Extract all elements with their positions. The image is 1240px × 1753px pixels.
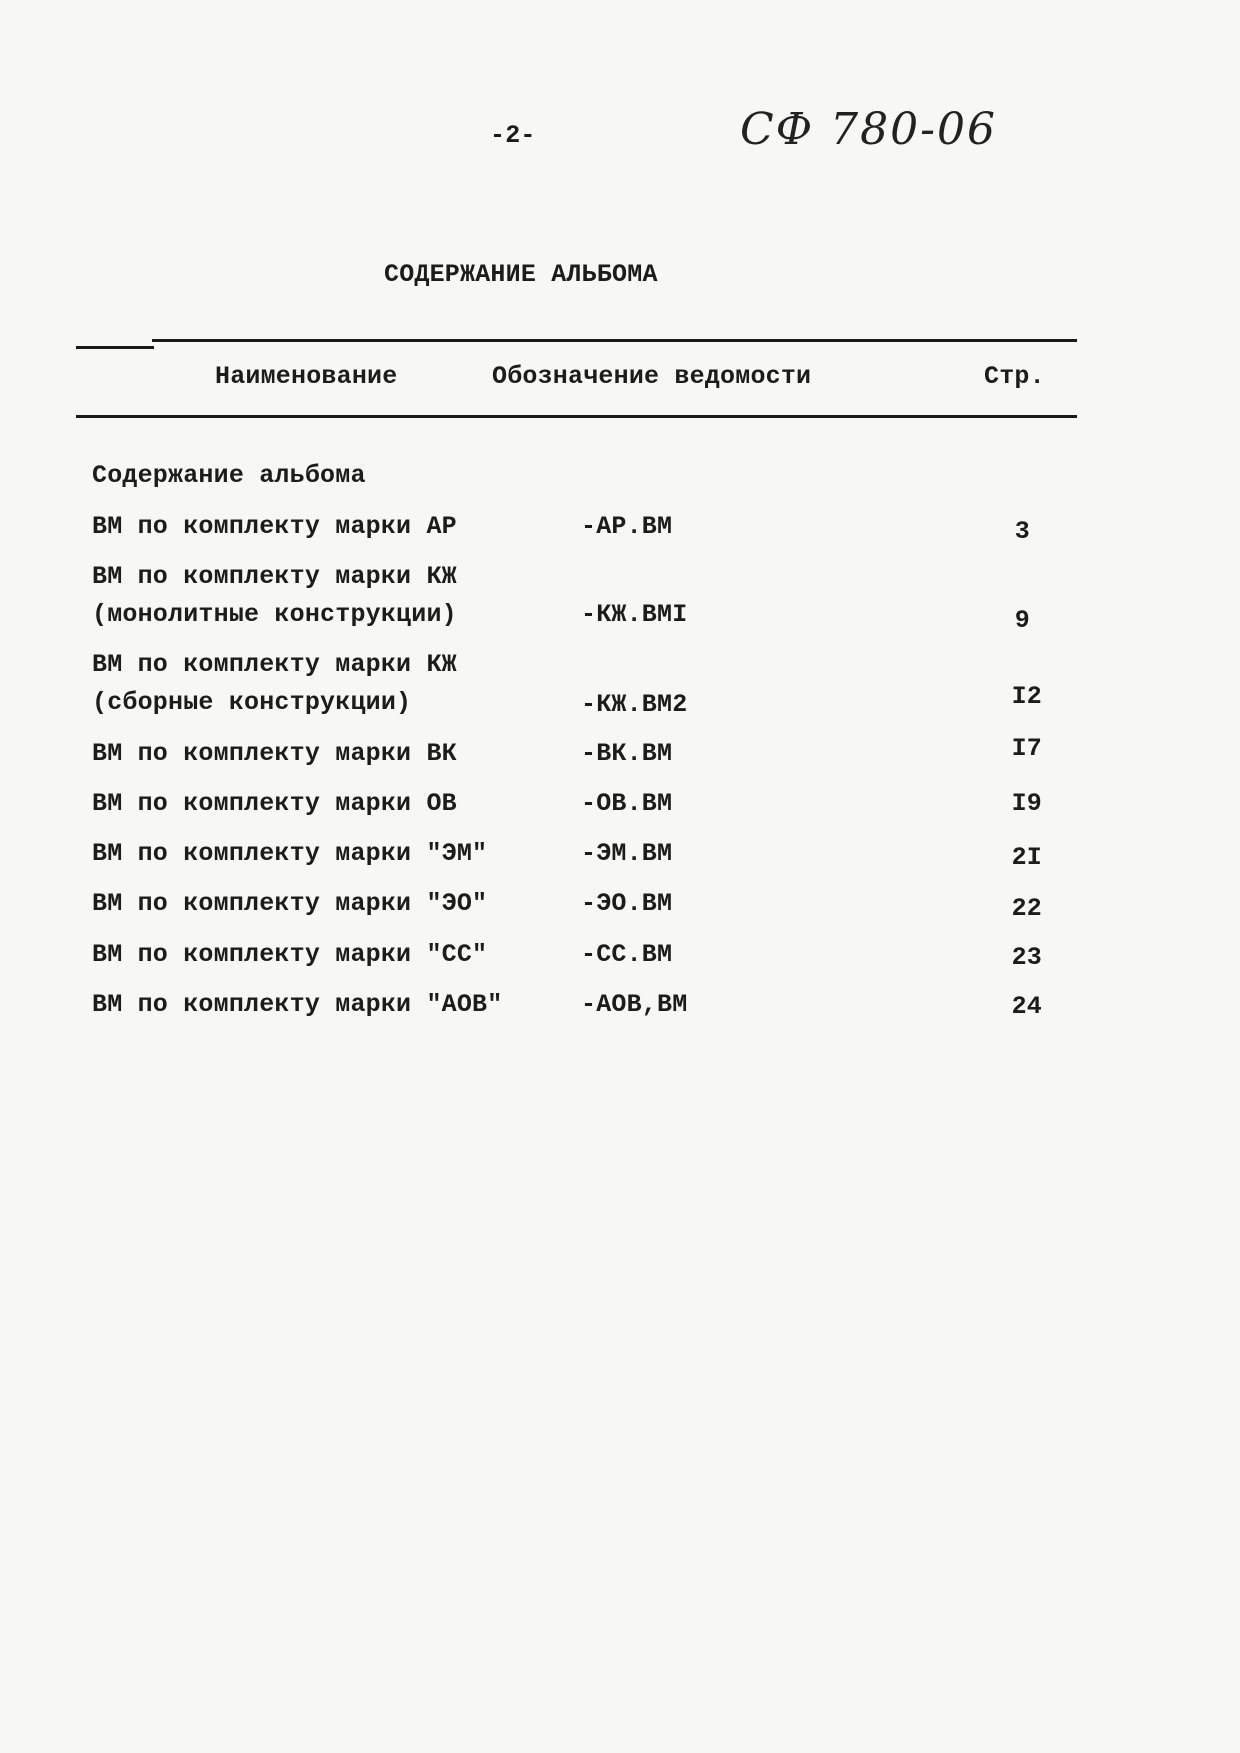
row-name: ВМ по комплекту марки КЖ [92,562,457,591]
row-name: ВМ по комплекту марки "СС" [92,940,488,969]
row-page: 9 [1014,606,1030,635]
row-code: -ЭМ.ВМ [581,839,673,868]
page-title: СОДЕРЖАНИЕ АЛЬБОМА [384,260,658,289]
row-code: -КЖ.ВМ2 [581,690,688,719]
header-name: Наименование [215,362,398,391]
row-page: I7 [1011,734,1042,763]
table-top-rule-stub [76,346,154,349]
row-name: ВМ по комплекту марки АР [92,512,457,541]
row-code: -ЭО.ВМ [581,889,673,918]
row-code: -ВК.ВМ [581,739,673,768]
row-page: I9 [1011,789,1042,818]
row-page: 23 [1011,943,1042,972]
row-name-line2: (монолитные конструкции) [92,600,457,629]
header-page: Стр. [984,362,1045,391]
row-code: -ОВ.ВМ [581,789,673,818]
row-name: ВМ по комплекту марки КЖ [92,650,457,679]
row-name: ВМ по комплекту марки ОВ [92,789,457,818]
row-page: 22 [1011,894,1042,923]
row-name: ВМ по комплекту марки "ЭМ" [92,839,488,868]
document-code-handwritten: СФ 780-06 [740,104,998,155]
table-header-rule [76,415,1077,418]
row-code: -КЖ.ВМI [581,600,688,629]
row-code: -СС.ВМ [581,940,673,969]
header-designation: Обозначение ведомости [492,362,812,391]
row-name: ВМ по комплекту марки "АОВ" [92,990,503,1019]
row-code: -АОВ,ВМ [581,990,688,1019]
row-page: 3 [1014,517,1030,546]
row-page: I2 [1011,682,1042,711]
table-top-rule [152,339,1077,342]
row-name: ВМ по комплекту марки "ЭО" [92,889,488,918]
row-name: Содержание альбома [92,461,366,490]
row-name: ВМ по комплекту марки ВК [92,739,457,768]
row-page: 24 [1011,992,1042,1021]
row-name-line2: (сборные конструкции) [92,688,412,717]
row-code: -АР.ВМ [581,512,673,541]
page-number: -2- [490,121,536,150]
row-page: 2I [1011,843,1042,872]
